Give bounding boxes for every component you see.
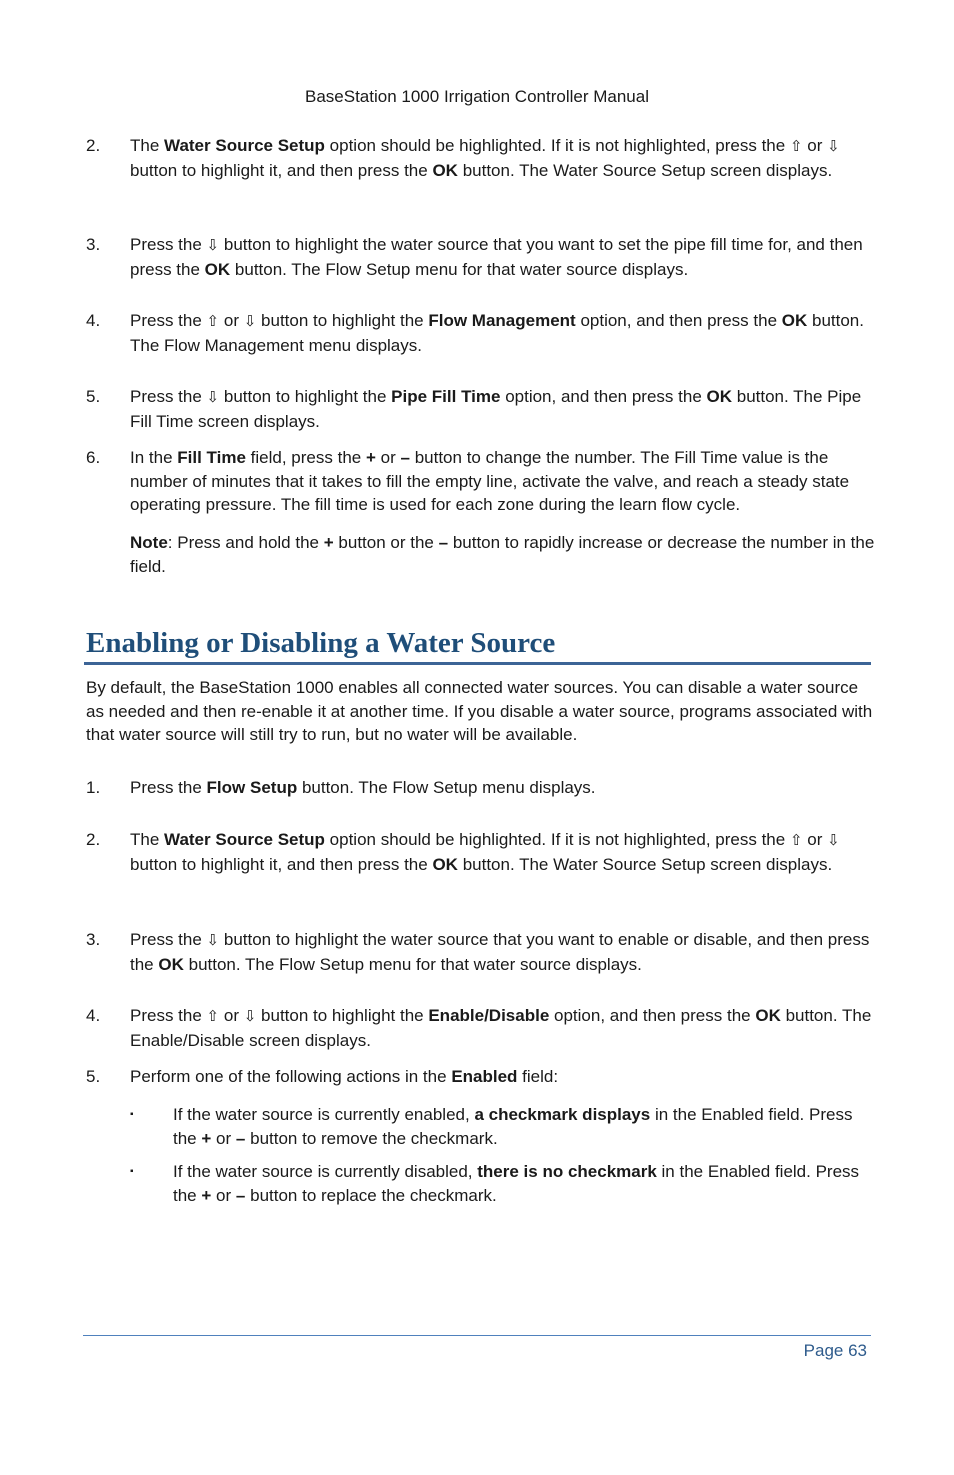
step-3-highlight-water-source: 3. Press the ⇩ button to highlight the water source that you want to set the pipe fill time for, and then press the OK button. The Flow Setup menu for that water source displays.: [86, 235, 863, 279]
page-number: Page 63: [803, 1341, 867, 1360]
bullet-currently-disabled: ▪ If the water source is currently disabled, there is no checkmark in the Enabled field. Press the + or – button to replace the checkmark.: [130, 1162, 860, 1205]
step-6-fill-time-field: 6. In the Fill Time field, press the + or – button to change the number. The Fill Time value is the number of minutes that it takes to fill the empty line, activate the valve, and reach a steady state operating pressure. The fill time is used for each zone during the learn flow cycle.: [86, 448, 850, 515]
down-arrow-icon: ⇩: [243, 312, 257, 330]
down-arrow-icon: ⇩: [827, 831, 840, 849]
down-arrow-icon: ⇩: [827, 137, 840, 155]
bullet-currently-enabled: ▪ If the water source is currently enabled, a checkmark displays in the Enabled field. Press the + or – button to remove the checkmark.: [130, 1105, 853, 1148]
note-press-and-hold: Note: Press and hold the + button or the – button to rapidly increase or decrease the number in the field.: [130, 533, 875, 576]
enable-step-1-flow-setup: 1. Press the Flow Setup button. The Flow Setup menu displays.: [86, 778, 596, 797]
step-2-water-source-setup: 2. The Water Source Setup option should be highlighted. If it is not highlighted, press the ⇧ or ⇩ button to highlight it, and then press the OK button. The Water Source Setup screen displays.: [86, 136, 840, 180]
down-arrow-icon: ⇩: [206, 236, 220, 254]
section-intro: By default, the BaseStation 1000 enables all connected water sources. You can disable a water source as needed and then re-enable it at another time. If you disable a water source, programs associated with that water source will still try to run, but no water will be available.: [86, 678, 873, 745]
enable-step-4-enable-disable: 4. Press the ⇧ or ⇩ button to highlight the Enable/Disable option, and then press the OK button. The Enable/Disable screen displays.: [86, 1006, 872, 1050]
bullet-square-icon: ▪: [130, 1166, 134, 1177]
running-header: BaseStation 1000 Irrigation Controller Manual: [305, 87, 649, 106]
up-arrow-icon: ⇧: [206, 312, 220, 330]
section-heading: Enabling or Disabling a Water Source: [86, 627, 556, 659]
up-arrow-icon: ⇧: [789, 831, 803, 849]
footer-divider: [83, 1335, 871, 1336]
step-5-pipe-fill-time: 5. Press the ⇩ button to highlight the Pipe Fill Time option, and then press the OK button. The Pipe Fill Time screen displays.: [86, 387, 862, 431]
down-arrow-icon: ⇩: [206, 388, 220, 406]
enable-step-2-water-source-setup: 2. The Water Source Setup option should be highlighted. If it is not highlighted, press the ⇧ or ⇩ button to highlight it, and then press the OK button. The Water Source Setup screen displays.: [86, 830, 840, 874]
heading-underline: [84, 662, 871, 665]
up-arrow-icon: ⇧: [206, 1007, 220, 1025]
step-4-flow-management: 4. Press the ⇧ or ⇩ button to highlight the Flow Management option, and then press the OK button. The Flow Management menu displays.: [86, 311, 864, 355]
down-arrow-icon: ⇩: [243, 1007, 257, 1025]
bullet-square-icon: ▪: [130, 1109, 134, 1120]
up-arrow-icon: ⇧: [789, 137, 803, 155]
down-arrow-icon: ⇩: [206, 931, 220, 949]
enable-step-5-enabled-field: 5. Perform one of the following actions in the Enabled field:: [86, 1067, 559, 1086]
enable-step-3-highlight-water-source: 3. Press the ⇩ button to highlight the water source that you want to enable or disable, and then press the OK button. The Flow Setup menu for that water source displays.: [86, 930, 870, 974]
